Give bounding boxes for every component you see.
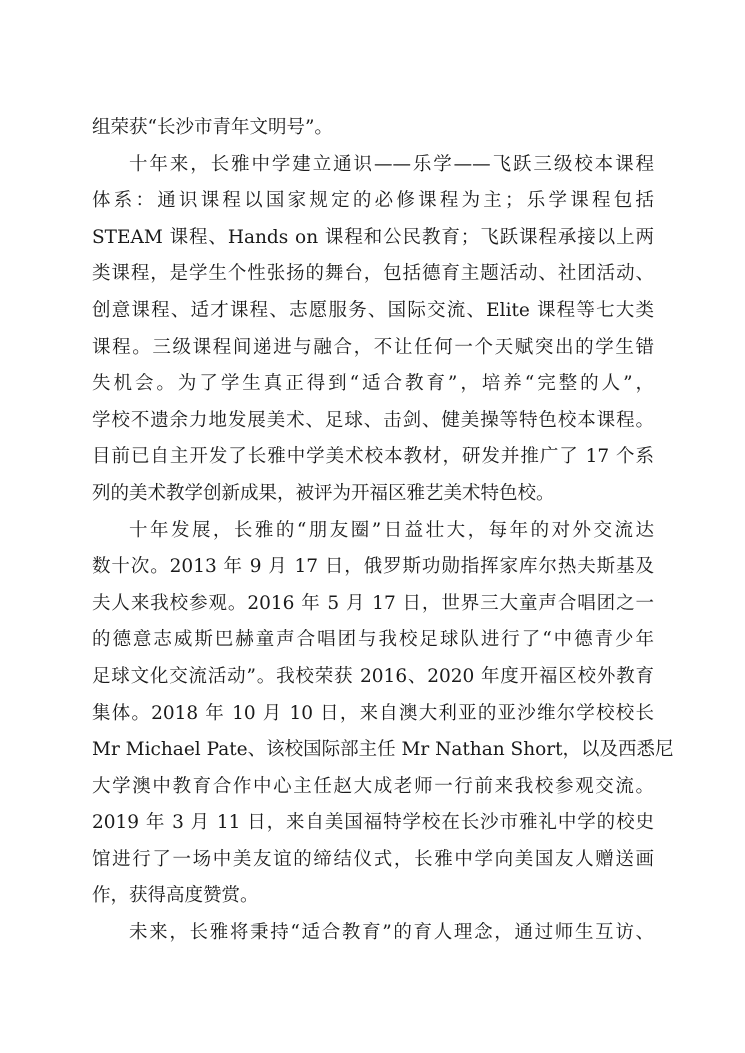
text-line: Mr Michael Pate、该校国际部主任 Mr Nathan Short，以及西悉尼: [92, 739, 674, 761]
body-text: [92, 110, 674, 952]
text-line: 学校不遗余力地发展美术、足球、击剑、健美操等特色校本课程。: [92, 409, 654, 431]
text-line: 的德意志威斯巴赫童声合唱团与我校足球队进行了“中德青少年: [92, 629, 654, 651]
text-line: 集体。2018 年 10 月 10 日，来自澳大利亚的亚沙维尔学校校长: [92, 702, 654, 724]
text-line: STEAM 课程、Hands on 课程和公民教育；飞跃课程承接以上两: [92, 226, 654, 248]
text-line: 大学澳中教育合作中心主任赵大成老师一行前来我校参观交流。: [92, 775, 654, 797]
text-line: 类课程，是学生个性张扬的舞台，包括德育主题活动、社团活动、: [92, 263, 654, 285]
text-line: 组荣获“长沙市青年文明号”。: [92, 117, 333, 138]
text-line: 数十次。2013 年 9 月 17 日，俄罗斯功勋指挥家库尔热夫斯基及: [92, 556, 654, 578]
text-line: 未来，长雅将秉持“适合教育”的育人理念，通过师生互访、: [129, 922, 654, 944]
text-line: 足球文化交流活动”。我校荣获 2016、2020 年度开福区校外教育: [92, 665, 654, 687]
text-line: 夫人来我校参观。2016 年 5 月 17 日，世界三大童声合唱团之一: [92, 592, 654, 614]
text-line: 创意课程、适才课程、志愿服务、国际交流、Elite 课程等七大类: [92, 299, 654, 321]
text-line: 作，获得高度赞赏。: [92, 885, 259, 907]
text-line: 十年发展，长雅的“朋友圈”日益壮大，每年的对外交流达: [129, 519, 654, 541]
text-line: 目前已自主开发了长雅中学美术校本教材，研发并推广了 17 个系: [92, 446, 654, 468]
text-line: 馆进行了一场中美友谊的缔结仪式，长雅中学向美国友人赠送画: [92, 848, 654, 870]
text-line: 列的美术教学创新成果，被评为开福区雅艺美术特色校。: [92, 482, 555, 504]
text-line: 体系：通识课程以国家规定的必修课程为主；乐学课程包括: [92, 190, 654, 212]
text-line: 2019 年 3 月 11 日，来自美国福特学校在长沙市雅礼中学的校史: [92, 812, 654, 834]
text-line: 失机会。为了学生真正得到“适合教育”，培养“完整的人”，: [92, 373, 654, 395]
text-line: 课程。三级课程间递进与融合，不让任何一个天赋突出的学生错: [92, 336, 654, 358]
text-line: 十年来，长雅中学建立通识——乐学——飞跃三级校本课程: [129, 153, 654, 175]
